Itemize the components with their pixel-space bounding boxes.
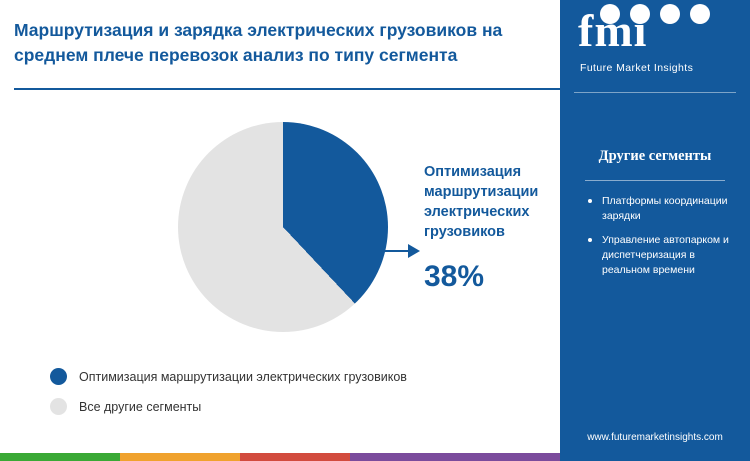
header-divider bbox=[14, 88, 560, 90]
list-item: Управление автопарком и диспетчеризация в реальном времени bbox=[588, 233, 738, 278]
legend-label: Все другие сегменты bbox=[79, 399, 202, 414]
panel-title-divider bbox=[585, 180, 725, 181]
legend-swatch-primary bbox=[50, 368, 67, 385]
legend-item bbox=[50, 368, 530, 385]
page-title: Маршрутизация и зарядка электрических грузовиков на среднем плече перевозок анализ по типу сегмента bbox=[14, 20, 503, 65]
side-panel bbox=[560, 0, 750, 461]
bottom-accent-bar bbox=[0, 453, 560, 461]
website-url: www.futuremarketinsights.com bbox=[587, 432, 723, 443]
accent-bar-purple bbox=[350, 453, 560, 461]
logo-wordmark: fmi bbox=[578, 5, 648, 56]
legend-swatch-other bbox=[50, 398, 67, 415]
panel-title: Другие сегменты bbox=[598, 148, 712, 164]
callout-arrow-icon bbox=[408, 244, 420, 258]
callout-label: Оптимизация маршрутизации электрических грузовиков bbox=[424, 164, 539, 240]
list-item: Платформы координации зарядки bbox=[588, 194, 738, 224]
chart-legend bbox=[50, 368, 530, 428]
pie-slices bbox=[178, 122, 388, 332]
logo bbox=[560, 0, 750, 90]
legend-label: Оптимизация маршрутизации электрических грузовиков bbox=[79, 369, 407, 384]
header bbox=[0, 0, 560, 90]
callout-value: 38% bbox=[424, 260, 485, 293]
callout-leader-line bbox=[350, 250, 412, 252]
legend-item bbox=[50, 398, 530, 415]
panel-divider bbox=[574, 92, 736, 93]
accent-bar-orange bbox=[120, 453, 240, 461]
pie-chart bbox=[0, 100, 560, 380]
panel-list bbox=[588, 194, 738, 287]
accent-bar-green bbox=[0, 453, 120, 461]
accent-bar-red bbox=[240, 453, 350, 461]
logo-tagline: Future Market Insights bbox=[580, 62, 694, 74]
